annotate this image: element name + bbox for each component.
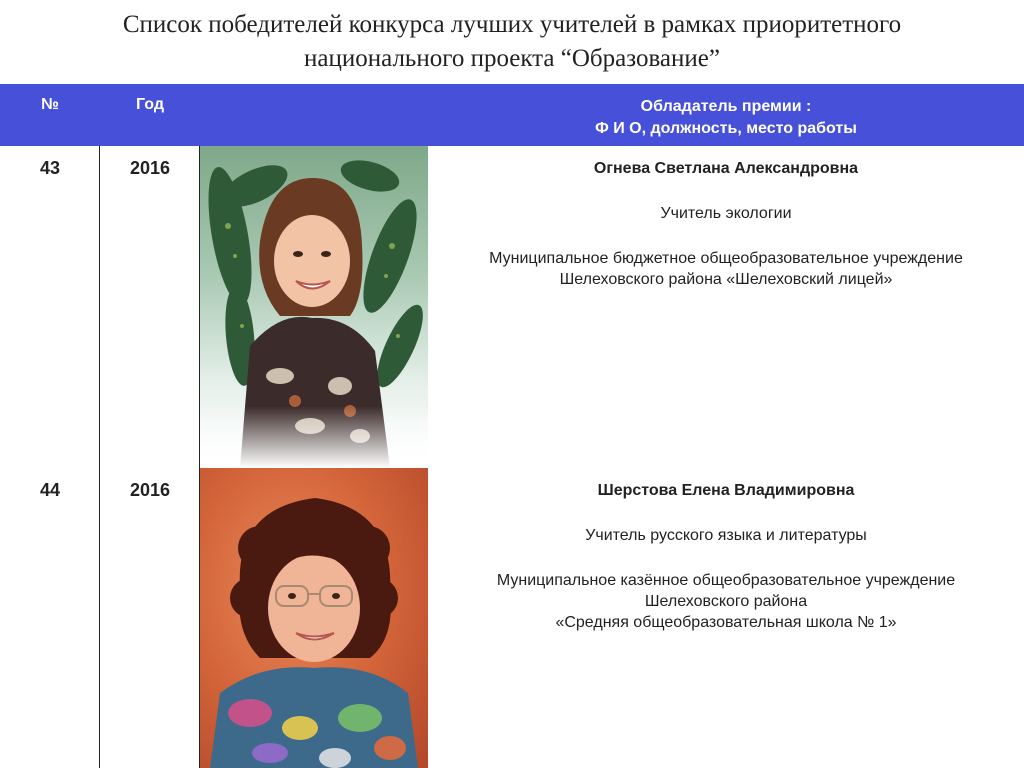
column-divider	[99, 146, 100, 768]
winner-position: Учитель русского языка и литературы	[585, 527, 867, 544]
winner-info	[428, 158, 1024, 290]
winner-organization-line: «Средняя общеобразовательная школа № 1»	[555, 614, 897, 631]
winner-position: Учитель экологии	[660, 205, 792, 222]
page-title-line-1: Список победителей конкурса лучших учителей в рамках приоритетного	[122, 11, 902, 38]
column-header-owner-line-2: Ф И О, должность, место работы	[595, 120, 857, 137]
winner-organization	[428, 570, 1024, 633]
column-header-number: №	[41, 96, 59, 113]
winner-organization-line: Муниципальное бюджетное общеобразовательное учреждение	[489, 250, 963, 267]
winner-photo-image	[200, 146, 428, 468]
winner-photo-image	[200, 468, 428, 768]
winner-photo	[200, 146, 428, 468]
row-year: 2016	[129, 158, 171, 178]
row-year: 2016	[129, 480, 171, 500]
winner-organization-line: Муниципальное казённое общеобразовательное учреждение	[496, 572, 956, 589]
winner-organization-line: Шелеховского района	[644, 593, 808, 610]
winner-name: Шерстова Елена Владимировна	[597, 482, 855, 499]
page-title-line-2: национального проекта “Образование”	[304, 45, 720, 72]
page-title	[0, 8, 1024, 76]
column-header-owner	[428, 96, 1024, 140]
winner-organization	[428, 248, 1024, 290]
table-header	[0, 84, 1024, 146]
winner-photo	[200, 468, 428, 768]
column-header-owner-line-1: Обладатель премии :	[640, 98, 812, 115]
winner-name: Огнева Светлана Александровна	[593, 160, 859, 177]
column-header-year: Год	[136, 96, 164, 113]
winner-info	[428, 480, 1024, 633]
winner-organization-line: Шелеховского района «Шелеховский лицей»	[559, 271, 893, 288]
row-number: 44	[39, 480, 61, 500]
row-number: 43	[39, 158, 61, 178]
